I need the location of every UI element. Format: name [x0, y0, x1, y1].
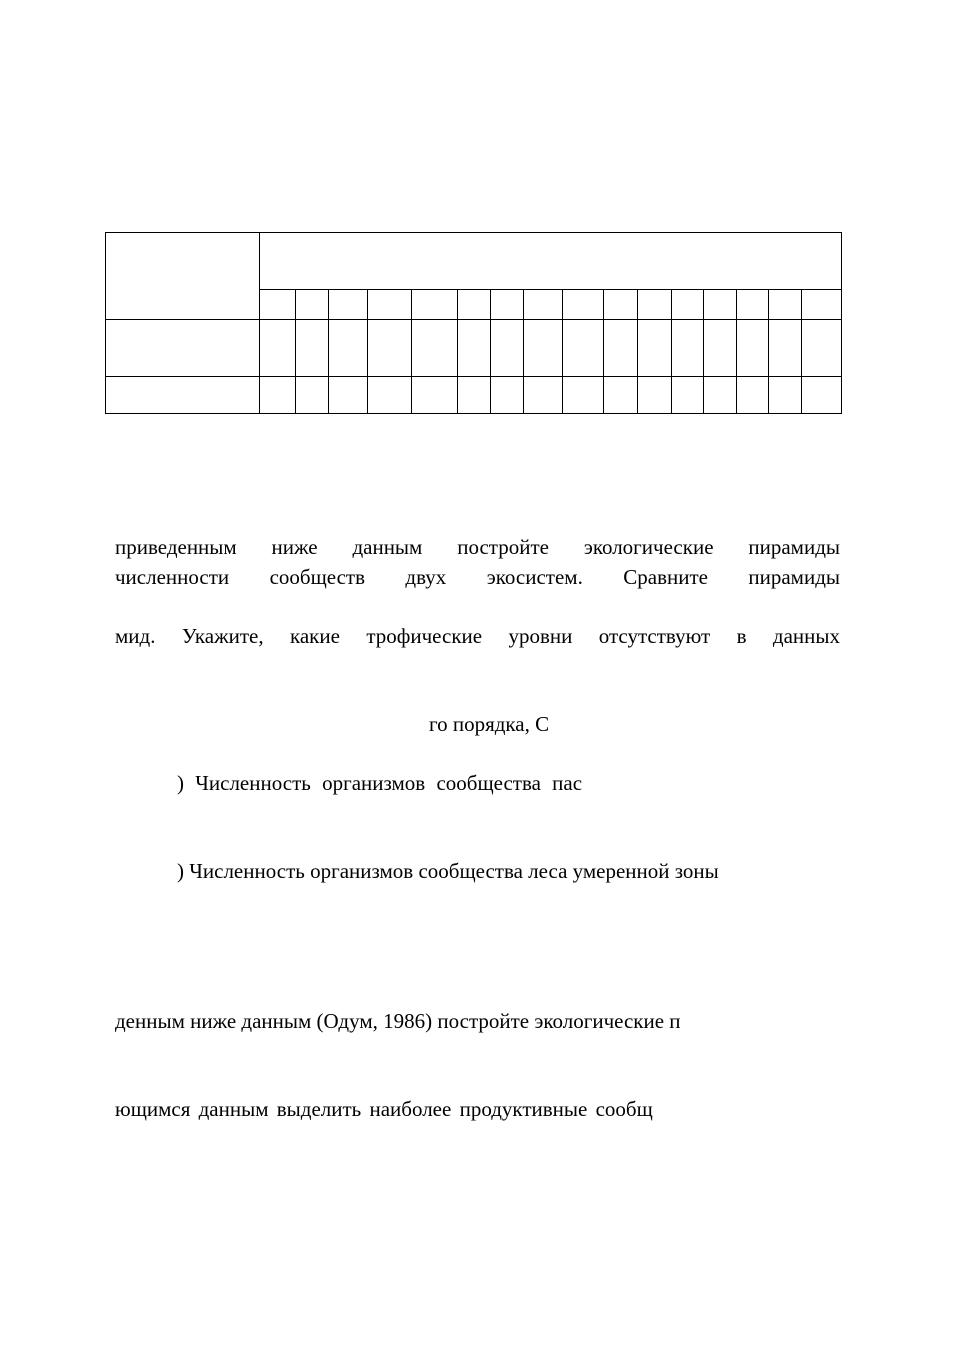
data-table: [105, 232, 842, 414]
table-cell: [604, 320, 638, 377]
table-cell: [672, 290, 704, 320]
table-row-header-cell: [106, 320, 260, 377]
table-cell: [329, 320, 368, 377]
table-cell: [329, 377, 368, 414]
table-corner-cell: [106, 233, 260, 320]
list-item-2: ) Численность организмов сообщества леса умеренной зоны: [177, 859, 719, 883]
table-cell: [296, 377, 329, 414]
table-cell: [491, 320, 524, 377]
list-item-1: ) Численность организмов сообщества пас: [177, 771, 583, 795]
table-cell: [296, 290, 329, 320]
table-cell: [704, 290, 737, 320]
paragraph-1-line-3: мид. Укажите, какие трофические уровни отсутствуют в данных: [115, 624, 840, 648]
table-cell: [737, 290, 769, 320]
table-row: [106, 377, 842, 414]
table-cell: [638, 377, 672, 414]
table-cell: [802, 320, 842, 377]
table-cell: [704, 320, 737, 377]
table-cell: [672, 320, 704, 377]
table-cell: [524, 290, 563, 320]
table-cell: [368, 320, 412, 377]
table-cell: [458, 377, 491, 414]
table-cell: [524, 320, 563, 377]
table-cell: [672, 377, 704, 414]
table-cell: [604, 377, 638, 414]
table-cell: [458, 290, 491, 320]
table-cell: [563, 290, 604, 320]
table-cell: [737, 320, 769, 377]
table-cell: [368, 377, 412, 414]
table-cell: [260, 320, 296, 377]
table-cell: [458, 320, 491, 377]
table-cell: [524, 377, 563, 414]
table-header-row: [106, 233, 842, 290]
table-cell: [769, 290, 802, 320]
table-cell: [412, 377, 458, 414]
table-cell: [769, 320, 802, 377]
table-cell: [329, 290, 368, 320]
table-group-header-cell: [260, 233, 842, 290]
paragraph-1-line-4: го порядка, С: [429, 712, 550, 736]
table-cell: [737, 377, 769, 414]
table-cell: [491, 290, 524, 320]
table-cell: [604, 290, 638, 320]
table-cell: [638, 290, 672, 320]
table-cell: [704, 377, 737, 414]
table-cell: [563, 320, 604, 377]
table-row: [106, 320, 842, 377]
table-cell: [260, 377, 296, 414]
table-cell: [260, 290, 296, 320]
paragraph-2-line-2: ющимся данным выделить наиболее продуктивные сообщ: [115, 1097, 653, 1121]
table-cell: [638, 320, 672, 377]
paragraph-2-line-1: денным ниже данным (Одум, 1986) постройте экологические п: [115, 1009, 681, 1033]
table-cell: [368, 290, 412, 320]
table-cell: [563, 377, 604, 414]
table-cell: [491, 377, 524, 414]
table-cell: [802, 377, 842, 414]
table-row-header-cell: [106, 377, 260, 414]
table-cell: [296, 320, 329, 377]
paragraph-1-line-1: приведенным ниже данным постройте экологические пирамиды: [115, 535, 840, 559]
table-cell: [412, 290, 458, 320]
table-cell: [412, 320, 458, 377]
table-cell: [769, 377, 802, 414]
paragraph-1-line-2: численности сообществ двух экосистем. Сравните пирамиды: [115, 565, 840, 589]
table-cell: [802, 290, 842, 320]
